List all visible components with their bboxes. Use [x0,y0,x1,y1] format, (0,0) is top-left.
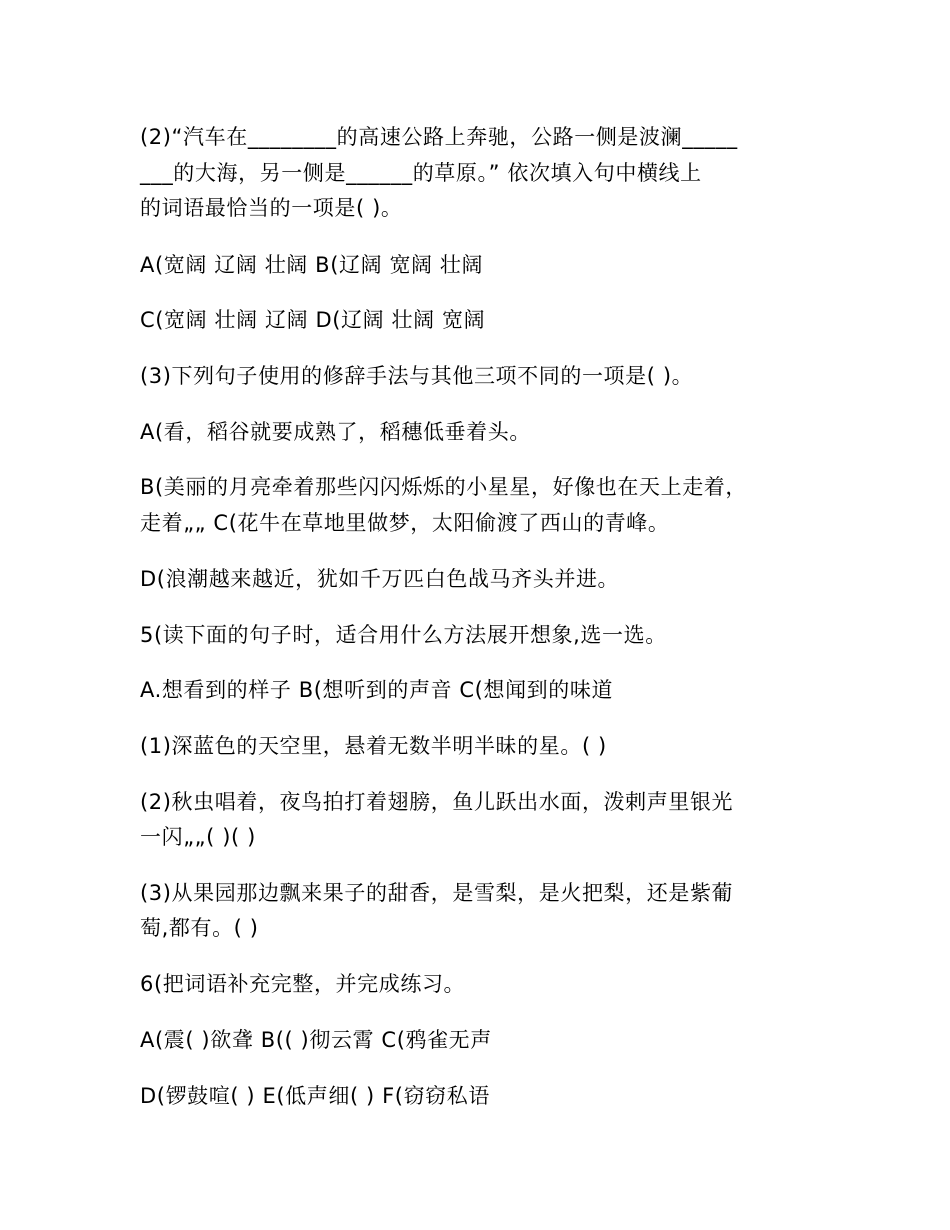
question-5-item-1: (1)深蓝色的天空里，悬着无数半明半昧的星。( ) [140,734,607,758]
option-row-cd: C(宽阔 壮阔 辽阔 D(辽阔 壮阔 宽阔 [140,308,486,332]
question-5-item-3-line-1: (3)从果园那边飘来果子的甜香，是雪梨，是火把梨，还是紫葡 [140,881,734,905]
question-6-row-abc: A(震( )欲聋 B(( )彻云霄 C(鸦雀无声 [140,1028,492,1052]
question-5-prompt: 5(读下面的句子时，适合用什么方法展开想象,选一选。 [140,623,667,647]
document-page [140,0,830,1230]
question-3-option-b-line-1: B(美丽的月亮牵着那些闪闪烁烁的小星星，好像也在天上走着， [140,475,747,499]
question-3-prompt: (3)下列句子使用的修辞手法与其他三项不同的一项是( )。 [140,364,694,388]
question-5-item-2-line-1: (2)秋虫唱着，夜鸟拍打着翅膀，鱼儿跃出水面，泼剌声里银光 [140,790,734,814]
question-5-options: A.想看到的样子 B(想听到的声音 C(想闻到的味道 [140,678,614,702]
question-6-row-def: D(锣鼓喧( ) E(低声细( ) F(窃窃私语 [140,1084,490,1108]
question-3-option-d: D(浪潮越来越近，犹如千万匹白色战马齐头并进。 [140,567,620,591]
question-3-option-b-line-2: 走着„„ C(花牛在草地里做梦，太阳偷渡了西山的青峰。 [140,511,670,535]
option-row-ab: A(宽阔 辽阔 壮阔 B(辽阔 宽阔 壮阔 [140,253,484,277]
question-2-line-2: ___的大海，另一侧是______的草原。” 依次填入句中横线上 [140,161,702,185]
question-2-line-3: 的词语最恰当的一项是( )。 [140,196,403,220]
question-5-item-3-line-2: 萄,都有。( ) [140,916,259,940]
question-2-line-1: (2)“汽车在________的高速公路上奔驰，公路一侧是波澜_____ [140,125,738,149]
question-5-item-2-line-2: 一闪„„( )( ) [140,825,256,849]
question-6-prompt: 6(把词语补充完整，并完成练习。 [140,972,466,996]
question-3-option-a: A(看，稻谷就要成熟了，稻穗低垂着头。 [140,420,531,444]
